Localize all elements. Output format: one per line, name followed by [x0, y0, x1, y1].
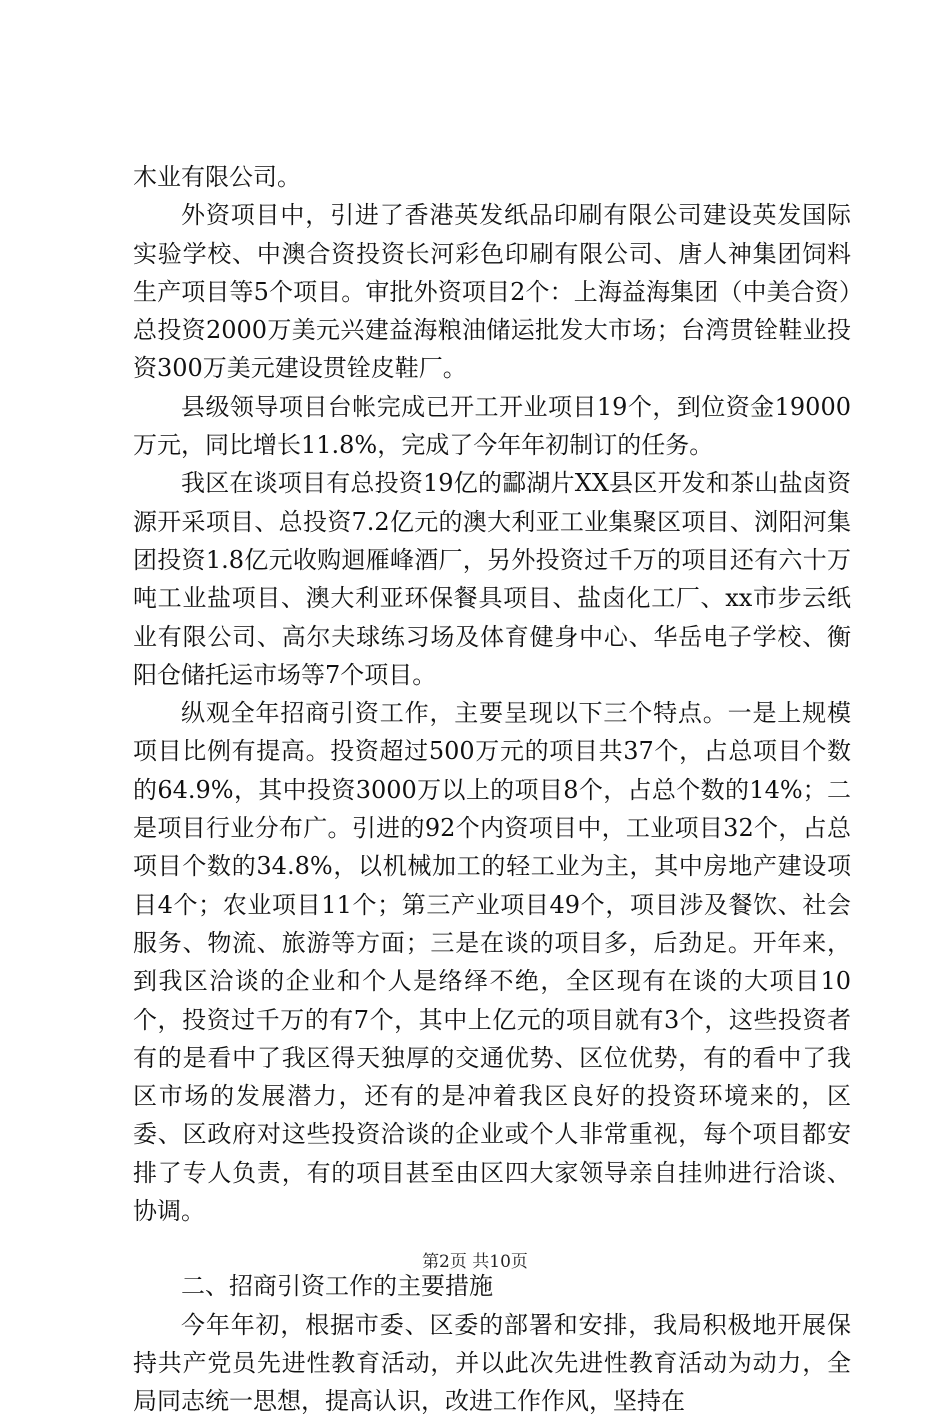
section-heading: 二、招商引资工作的主要措施: [181, 1272, 493, 1301]
paragraph-continuation: 木业有限公司。: [133, 163, 301, 191]
page-number-footer: 第2页 共10页: [422, 1252, 528, 1272]
paragraph-projects-in-negotiation: 我区在谈项目有总投资19亿的酃湖片XX县区开发和茶山盐卤资源开采项目、总投资7.2亿元的澳大利亚工业集聚区项目、浏阳河集团投资1.8亿元收购迴雁峰酒厂，另外投资过千万的项目还有六十万吨工业盐项目、澳大利亚环保餐具项目、盐卤化工厂、xx市步云纸业有限公司、高尔夫球练习场及体育健身中心、华岳电子学校、衡阳仓储托运市场等7个项目。: [133, 469, 851, 689]
paragraph-county-projects: 县级领导项目台帐完成已开工开业项目19个，到位资金19000万元，同比增长11.8%，完成了今年年初制订的任务。: [133, 392, 851, 460]
paragraph-main-measures: 今年年初，根据市委、区委的部署和安排，我局积极地开展保持共产党员先进性教育活动，并以此次先进性教育活动为动力，全局同志统一思想，提高认识，改进工作作风，坚持在: [133, 1310, 851, 1416]
paragraph-annual-overview: 纵观全年招商引资工作，主要呈现以下三个特点。一是上规模项目比例有提高。投资超过500万元的项目共37个，占总项目个数的64.9%，其中投资3000万以上的项目8个，占总个数的14%；二是项目行业分布广。引进的92个内资项目中，工业项目32个，占总项目个数的34.8%，以机械加工的轻工业为主，其中房地产建设项目4个；农业项目11个；第三产业项目49个，项目涉及餐饮、社会服务、物流、旅游等方面；三是在谈的项目多，后劲足。开年来，到我区洽谈的企业和个人是络绎不绝，全区现有在谈的大项目10个，投资过千万的有7个，其中上亿元的项目就有3个，这些投资者有的是看中了我区得天独厚的交通优势、区位优势，有的看中了我区市场的发展潜力，还有的是冲着我区良好的投资环境来的，区委、区政府对这些投资洽谈的企业或个人非常重视，每个项目都安排了专人负责，有的项目甚至由区四大家领导亲自挂帅进行洽谈、协调。: [133, 699, 851, 1226]
document-body: [133, 158, 851, 1421]
paragraph-foreign-investment: 外资项目中，引进了香港英发纸品印刷有限公司建设英发国际实验学校、中澳合资投资长河彩色印刷有限公司、唐人神集团饲料生产项目等5个项目。审批外资项目2个：上海益海集团（中美合资）总投资2000万美元兴建益海粮油储运批发大市场；台湾贯铨鞋业投资300万美元建设贯铨皮鞋厂。: [133, 201, 851, 383]
